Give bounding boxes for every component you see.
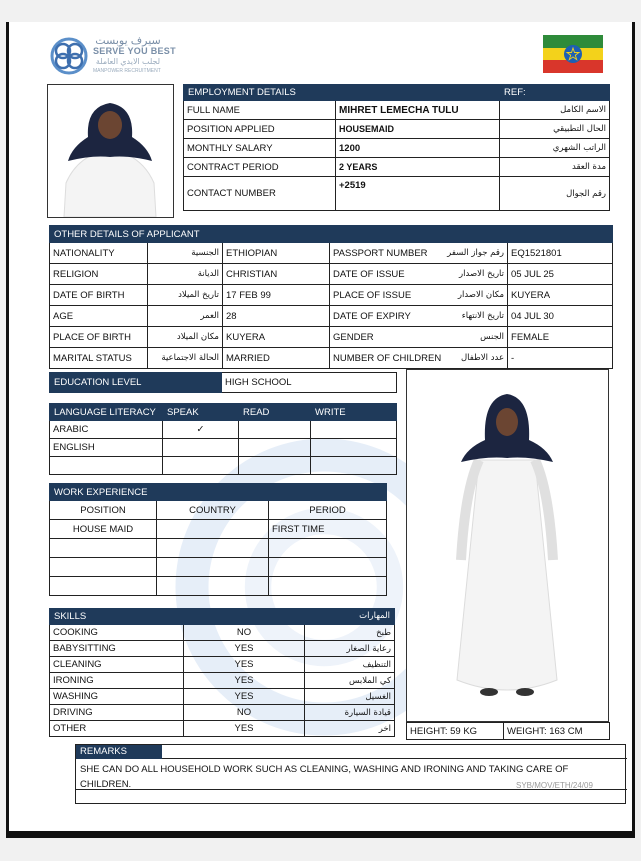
logo-arabic-sub: لجلب الايدي العاملة <box>95 57 161 66</box>
speak-cell <box>163 457 239 475</box>
period-column-header: PERIOD <box>269 501 387 520</box>
table-row <box>50 641 395 657</box>
skill-name: CLEANING <box>50 657 184 673</box>
table-row <box>184 120 610 139</box>
place-of-issue-arabic: مكان الاصدار <box>446 285 508 306</box>
date-of-issue-arabic: تاريخ الاصدار <box>446 264 508 285</box>
table-row <box>184 101 610 120</box>
speak-cell <box>163 439 239 457</box>
applicant-portrait-photo <box>47 84 174 218</box>
skill-name: COOKING <box>50 625 184 641</box>
weight-value: WEIGHT: 163 CM <box>504 723 610 740</box>
full-name-value: MIHRET LEMECHA TULU <box>336 101 500 120</box>
date-of-expiry-label: DATE OF EXPIRY <box>330 306 446 327</box>
nationality-arabic: الجنسية <box>148 243 223 264</box>
date-of-expiry-value: 04 JUL 30 <box>508 306 613 327</box>
table-row <box>184 139 610 158</box>
table-row <box>184 177 610 211</box>
table-row <box>50 421 397 439</box>
skill-arabic: اخر <box>305 721 395 737</box>
date-of-expiry-arabic: تاريخ الانتهاء <box>446 306 508 327</box>
skill-value: NO <box>184 625 305 641</box>
table-row <box>50 577 387 596</box>
number-of-children-label: NUMBER OF CHILDREN <box>330 348 446 369</box>
table-row <box>184 158 610 177</box>
table-row <box>50 673 395 689</box>
other-details-table <box>49 225 613 369</box>
write-cell <box>311 457 397 475</box>
skill-arabic: الغسيل <box>305 689 395 705</box>
table-row <box>50 689 395 705</box>
position-column-header: POSITION <box>50 501 157 520</box>
employment-details-table <box>183 84 610 211</box>
skills-header-arabic: المهارات <box>305 609 395 625</box>
logo-english-name: SERVE YOU BEST <box>93 46 176 56</box>
skill-value: YES <box>184 689 305 705</box>
place-of-birth-value: KUYERA <box>223 327 330 348</box>
read-cell <box>239 421 311 439</box>
write-cell <box>311 439 397 457</box>
work-experience-header: WORK EXPERIENCE <box>50 484 269 501</box>
logo-arabic-name: سيرف يوبست <box>95 35 161 47</box>
contract-period-value: 2 YEARS <box>336 158 500 177</box>
work-period: FIRST TIME <box>269 520 387 539</box>
passport-number-arabic: رقم جواز السفر <box>446 243 508 264</box>
table-row <box>50 243 613 264</box>
skill-value: YES <box>184 657 305 673</box>
work-position <box>50 577 157 596</box>
skills-header: SKILLS <box>50 609 305 625</box>
table-row <box>50 439 397 457</box>
skill-value: YES <box>184 673 305 689</box>
contact-number-arabic: رقم الجوال <box>500 177 610 211</box>
language-literacy-header: LANGUAGE LITERACY <box>50 404 163 421</box>
contract-period-arabic: مدة العقد <box>500 158 610 177</box>
date-of-birth-arabic: تاريخ الميلاد <box>148 285 223 306</box>
skill-arabic: طبخ <box>305 625 395 641</box>
nationality-value: ETHIOPIAN <box>223 243 330 264</box>
education-table <box>49 372 397 393</box>
gender-label: GENDER <box>330 327 446 348</box>
skill-arabic: رعاية الصغار <box>305 641 395 657</box>
work-experience-table <box>49 483 387 596</box>
other-details-header: OTHER DETAILS OF APPLICANT <box>50 226 330 243</box>
place-of-birth-arabic: مكان الميلاد <box>148 327 223 348</box>
ref-label: REF: <box>500 85 610 101</box>
date-of-issue-label: DATE OF ISSUE <box>330 264 446 285</box>
remarks-header: REMARKS <box>76 745 162 759</box>
skill-value: NO <box>184 705 305 721</box>
work-country <box>157 539 269 558</box>
ethiopia-flag-icon <box>543 35 603 73</box>
date-of-birth-label: DATE OF BIRTH <box>50 285 148 306</box>
skill-arabic: التنظيف <box>305 657 395 673</box>
height-value: HEIGHT: 59 KG <box>407 723 504 740</box>
table-row <box>50 558 387 577</box>
speak-header: SPEAK <box>163 404 239 421</box>
nationality-label: NATIONALITY <box>50 243 148 264</box>
remarks-text: SHE CAN DO ALL HOUSEHOLD WORK SUCH AS CLEANING, WASHING AND IRONING AND TAKING CARE OF CHILDREN. <box>80 764 569 790</box>
logo-knot-icon <box>49 36 89 76</box>
cv-page <box>6 22 635 838</box>
skill-name: IRONING <box>50 673 184 689</box>
read-cell <box>239 439 311 457</box>
position-applied-arabic: الحال التطبيقي <box>500 120 610 139</box>
table-row <box>50 721 395 737</box>
height-weight-table <box>406 722 610 740</box>
company-logo <box>49 34 189 80</box>
table-row <box>50 264 613 285</box>
table-row <box>50 705 395 721</box>
date-of-birth-value: 17 FEB 99 <box>223 285 330 306</box>
work-period <box>269 539 387 558</box>
skill-arabic: قيادة السيارة <box>305 705 395 721</box>
position-applied-label: POSITION APPLIED <box>184 120 336 139</box>
religion-value: CHRISTIAN <box>223 264 330 285</box>
place-of-issue-label: PLACE OF ISSUE <box>330 285 446 306</box>
country-column-header: COUNTRY <box>157 501 269 520</box>
speak-check-icon: ✓ <box>163 421 239 439</box>
passport-number-value: EQ1521801 <box>508 243 613 264</box>
table-row <box>50 625 395 641</box>
work-position <box>50 539 157 558</box>
passport-number-label: PASSPORT NUMBER <box>330 243 446 264</box>
work-country <box>157 558 269 577</box>
skill-arabic: كي الملابس <box>305 673 395 689</box>
skill-name: OTHER <box>50 721 184 737</box>
employment-details-header: EMPLOYMENT DETAILS <box>184 85 500 101</box>
work-position <box>50 558 157 577</box>
skill-value: YES <box>184 721 305 737</box>
education-level-label: EDUCATION LEVEL <box>50 373 222 393</box>
remarks-box <box>75 744 626 804</box>
place-of-birth-label: PLACE OF BIRTH <box>50 327 148 348</box>
work-period <box>269 558 387 577</box>
read-header: READ <box>239 404 311 421</box>
read-cell <box>239 457 311 475</box>
age-value: 28 <box>223 306 330 327</box>
number-of-children-value: - <box>508 348 613 369</box>
skill-name: WASHING <box>50 689 184 705</box>
table-row <box>50 348 613 369</box>
work-country <box>157 577 269 596</box>
marital-status-arabic: الحالة الاجتماعية <box>148 348 223 369</box>
work-position: HOUSE MAID <box>50 520 157 539</box>
table-row <box>50 285 613 306</box>
monthly-salary-label: MONTHLY SALARY <box>184 139 336 158</box>
work-country <box>157 520 269 539</box>
logo-tagline: MANPOWER RECRUITMENT <box>93 68 161 74</box>
work-period <box>269 577 387 596</box>
table-row <box>50 539 387 558</box>
age-arabic: العمر <box>148 306 223 327</box>
table-row <box>50 457 397 475</box>
language-literacy-table <box>49 403 397 475</box>
language-name: ARABIC <box>50 421 163 439</box>
education-level-value: HIGH SCHOOL <box>222 373 397 393</box>
religion-label: RELIGION <box>50 264 148 285</box>
skill-name: DRIVING <box>50 705 184 721</box>
table-row <box>50 520 387 539</box>
number-of-children-arabic: عدد الاطفال <box>446 348 508 369</box>
reference-code: SYB/MOV/ETH/24/09 <box>516 781 593 790</box>
contract-period-label: CONTRACT PERIOD <box>184 158 336 177</box>
marital-status-value: MARRIED <box>223 348 330 369</box>
language-name <box>50 457 163 475</box>
position-applied-value: HOUSEMAID <box>336 120 500 139</box>
table-row <box>50 327 613 348</box>
date-of-issue-value: 05 JUL 25 <box>508 264 613 285</box>
contact-number-label: CONTACT NUMBER <box>184 177 336 211</box>
skill-name: BABYSITTING <box>50 641 184 657</box>
religion-arabic: الديانة <box>148 264 223 285</box>
monthly-salary-value: 1200 <box>336 139 500 158</box>
gender-arabic: الجنس <box>446 327 508 348</box>
full-name-label: FULL NAME <box>184 101 336 120</box>
skills-table <box>49 608 395 737</box>
table-row <box>50 657 395 673</box>
write-cell <box>311 421 397 439</box>
gender-value: FEMALE <box>508 327 613 348</box>
monthly-salary-arabic: الراتب الشهري <box>500 139 610 158</box>
language-name: ENGLISH <box>50 439 163 457</box>
table-row <box>50 306 613 327</box>
applicant-full-body-photo <box>406 369 609 722</box>
contact-number-value: +2519 <box>336 177 500 211</box>
age-label: AGE <box>50 306 148 327</box>
marital-status-label: MARITAL STATUS <box>50 348 148 369</box>
place-of-issue-value: KUYERA <box>508 285 613 306</box>
write-header: WRITE <box>311 404 397 421</box>
skill-value: YES <box>184 641 305 657</box>
full-name-arabic: الاسم الكامل <box>500 101 610 120</box>
